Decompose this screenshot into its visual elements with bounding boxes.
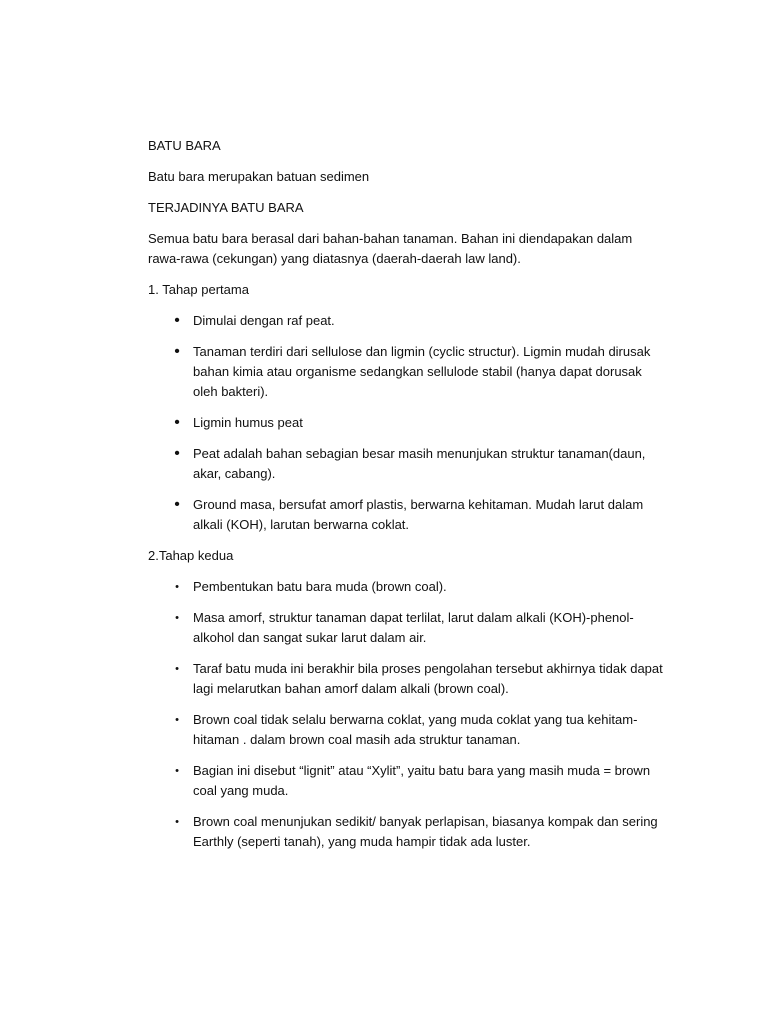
bullet-icon: •: [174, 496, 180, 513]
bullet-icon: •: [175, 816, 179, 828]
list-item-text: Dimulai dengan raf peat.: [193, 313, 335, 328]
stage2-list: [148, 577, 668, 852]
bullet-icon: •: [174, 445, 180, 462]
bullet-icon: •: [175, 581, 179, 593]
bullet-icon: •: [175, 663, 179, 675]
list-item: [148, 495, 668, 535]
list-item-text: Pembentukan batu bara muda (brown coal).: [193, 579, 447, 594]
stage1-list: [148, 311, 668, 535]
list-item: [148, 311, 668, 331]
list-item-text: Taraf batu muda ini berakhir bila proses pengolahan tersebut akhirnya tidak dapat lagi melarutkan bahan amorf dalam alkali (brown coal).: [193, 661, 663, 696]
list-item-text: Bagian ini disebut “lignit” atau “Xylit”, yaitu batu bara yang masih muda = brown coal yang muda.: [193, 763, 651, 798]
bullet-icon: •: [174, 414, 180, 431]
bullet-icon: •: [174, 343, 180, 360]
document-title: BATU BARA: [148, 138, 221, 153]
list-item: [148, 761, 668, 801]
bullet-icon: •: [174, 312, 180, 329]
stage1-heading: 1. Tahap pertama: [148, 282, 249, 297]
list-item: [148, 608, 668, 648]
section-heading: TERJADINYA BATU BARA: [148, 200, 304, 215]
document-body: [148, 136, 668, 863]
bullet-icon: •: [175, 714, 179, 726]
list-item: [148, 710, 668, 750]
list-item: [148, 413, 668, 433]
list-item-text: Brown coal menunjukan sedikit/ banyak perlapisan, biasanya kompak dan sering Earthly (seperti tanah), yang muda hampir tidak ada luster.: [193, 814, 658, 849]
stage2-heading: 2.Tahap kedua: [148, 548, 234, 563]
list-item-text: Ligmin humus peat: [193, 415, 303, 430]
list-item: [148, 444, 668, 484]
list-item-text: Brown coal tidak selalu berwarna coklat, yang muda coklat yang tua kehitam-hitaman . dalam brown coal masih ada struktur tanaman.: [193, 712, 638, 747]
list-item-text: Ground masa, bersufat amorf plastis, berwarna kehitaman. Mudah larut dalam alkali (KOH), larutan berwarna coklat.: [193, 497, 644, 532]
list-item: [148, 342, 668, 402]
intro-text: Batu bara merupakan batuan sedimen: [148, 169, 370, 184]
list-item-text: Masa amorf, struktur tanaman dapat terlilat, larut dalam alkali (KOH)-phenol-alkohol dan sangat sukar larut dalam air.: [193, 610, 634, 645]
list-item: [148, 812, 668, 852]
section-paragraph: Semua batu bara berasal dari bahan-bahan tanaman. Bahan ini diendapakan dalam rawa-rawa (cekungan) yang diatasnya (daerah-daerah law land).: [148, 231, 633, 266]
list-item: [148, 577, 668, 597]
bullet-icon: •: [175, 612, 179, 624]
bullet-icon: •: [175, 765, 179, 777]
list-item-text: Peat adalah bahan sebagian besar masih menunjukan struktur tanaman(daun, akar, cabang).: [193, 446, 646, 481]
list-item-text: Tanaman terdiri dari sellulose dan ligmin (cyclic structur). Ligmin mudah dirusak bahan kimia atau organisme sedangkan sellulode stabil (hanya dapat dorusak oleh bakteri).: [193, 344, 651, 399]
list-item: [148, 659, 668, 699]
